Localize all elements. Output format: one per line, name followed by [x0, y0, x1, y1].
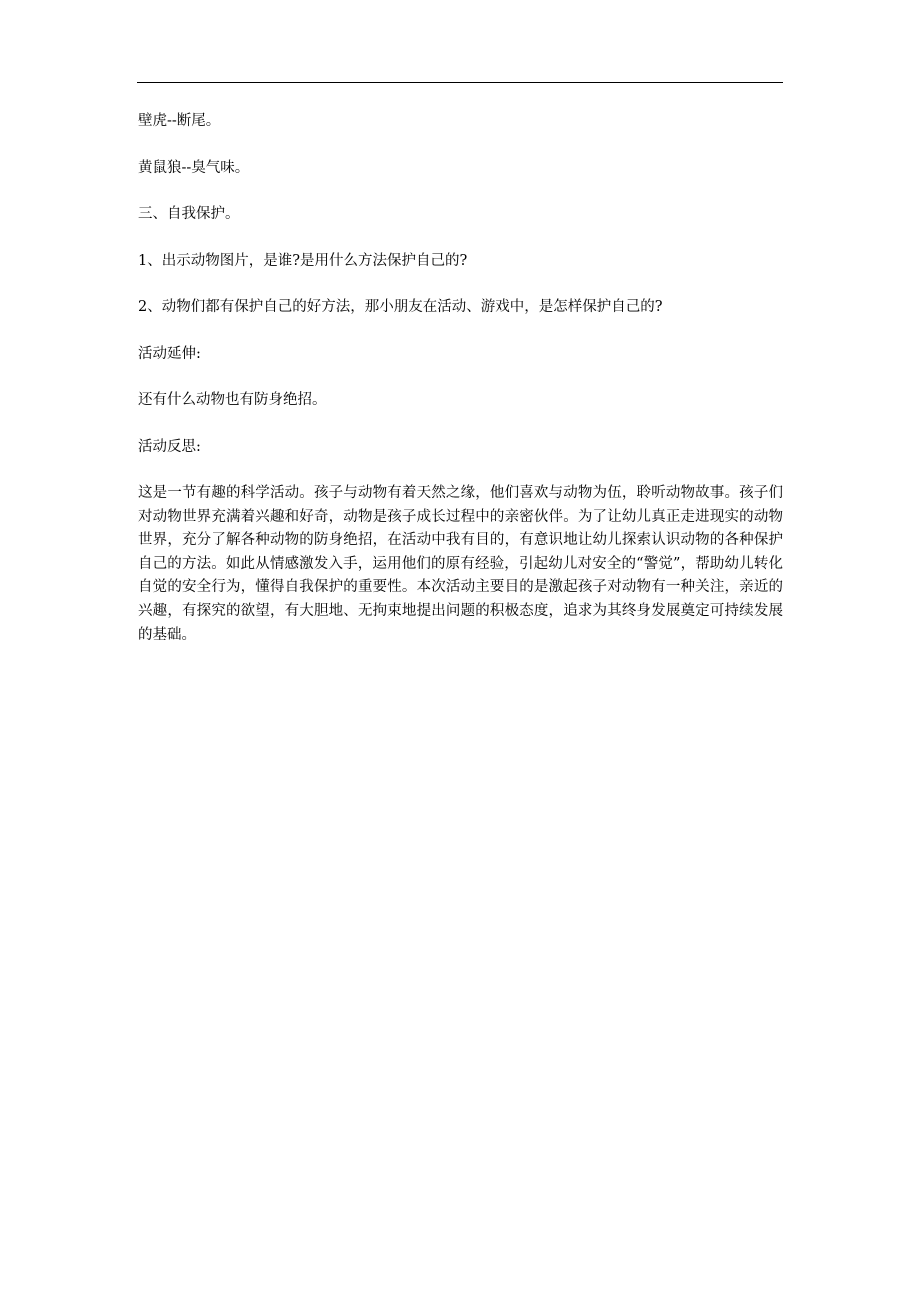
list-item-2: 2、动物们都有保护自己的好方法，那小朋友在活动、游戏中，是怎样保护自己的?: [138, 299, 663, 315]
document-body: [138, 110, 788, 647]
heading-activity-extension: 活动延伸:: [138, 345, 201, 362]
list-item-1: 1、出示动物图片，是谁?是用什么方法保护自己的?: [138, 252, 468, 269]
heading-activity-reflection: 活动反思:: [138, 438, 201, 455]
text-line-gecko: 壁虎--断尾。: [138, 113, 221, 129]
header-rule: [137, 82, 783, 83]
section-heading-self-protection: 三、自我保护。: [138, 206, 240, 222]
text-line-weasel: 黄鼠狼--臭气味。: [138, 159, 250, 176]
text-line-extension: 还有什么动物也有防身绝招。: [138, 392, 327, 408]
reflection-paragraph: 这是一节有趣的科学活动。孩子与动物有着天然之缘，他们喜欢与动物为伍，聆听动物故事。孩子们对动物世界充满着兴趣和好奇，动物是孩子成长过程中的亲密伙伴。为了让幼儿真正走进现实的动物世界，充分了解各种动物的防身绝招，在活动中我有目的，有意识地让幼儿探索认识动物的各种保护自己的方法。如此从情感激发入手，运用他们的原有经验，引起幼儿对安全的“警觉”，帮助幼儿转化自觉的安全行为，懂得自我保护的重要性。本次活动主要目的是激起孩子对动物有一种关注，亲近的兴趣，有探究的欲望，有大胆地、无拘束地提出问题的积极态度，追求为其终身发展奠定可持续发展的基础。: [138, 485, 783, 643]
